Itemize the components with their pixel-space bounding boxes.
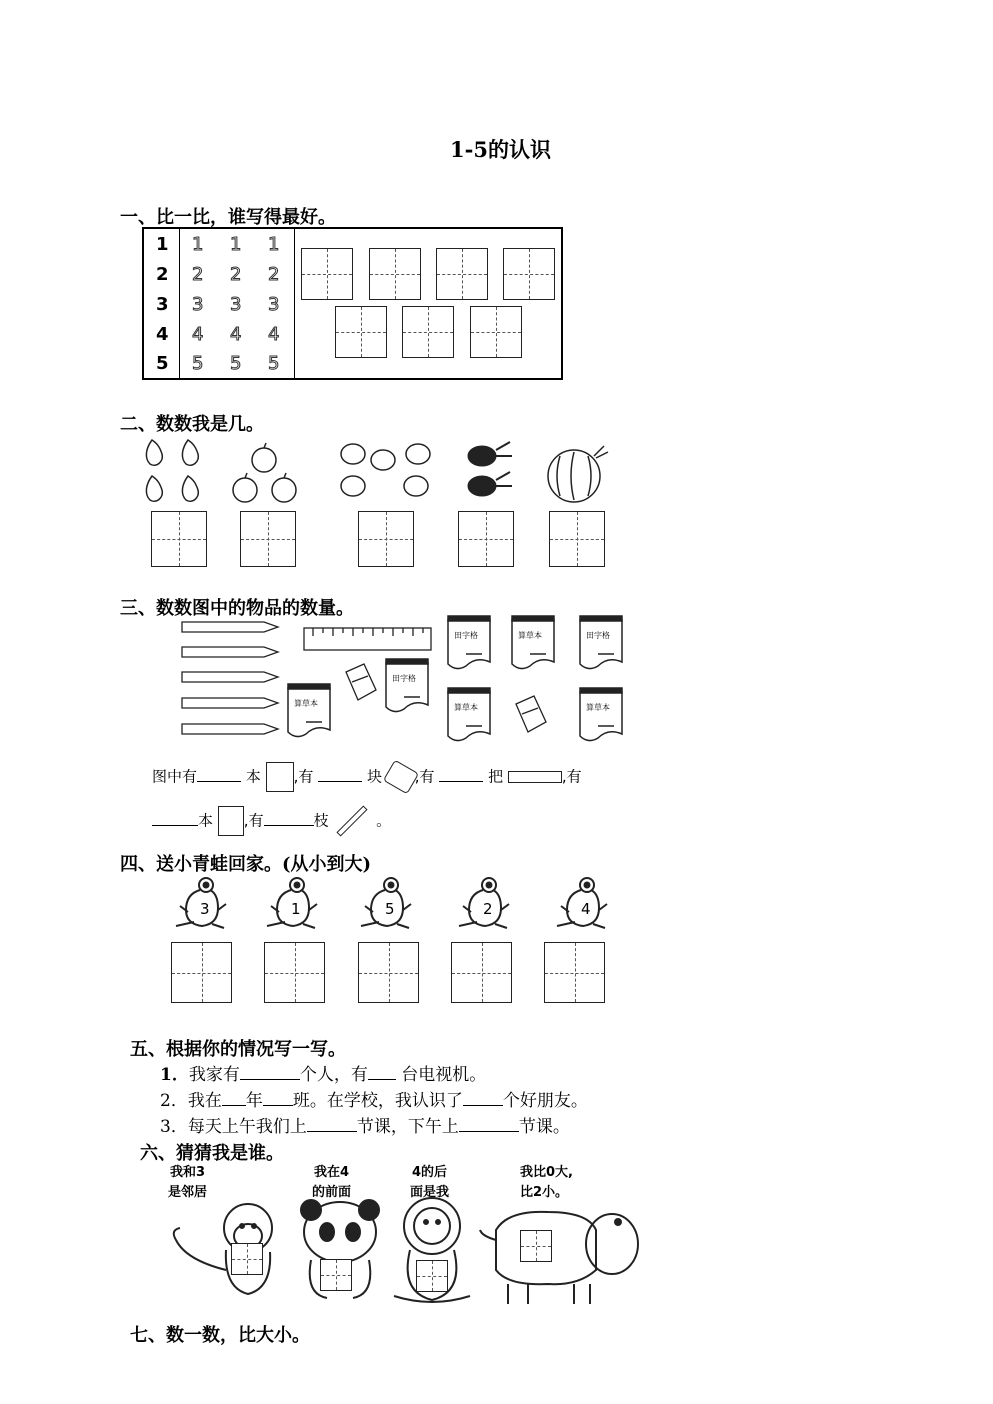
section-3-heading: 三、数数图中的物品的数量。 <box>120 598 354 619</box>
notebook-label: 田字格 <box>586 631 610 640</box>
frog-number: 3 <box>200 900 210 918</box>
notebook-illustration <box>578 614 626 672</box>
trace-digit: 5 <box>268 353 280 374</box>
answer-box[interactable] <box>231 1243 263 1275</box>
frog-1 <box>263 876 319 932</box>
frog-number: 4 <box>581 900 591 918</box>
trace-digit: 1 <box>230 234 242 255</box>
page-title: 1-5的认识 <box>450 137 551 162</box>
monkey-illustration <box>166 1200 290 1300</box>
count-sentence-1: 图中有 本 ,有 块 ,有 把 ,有 <box>152 762 582 792</box>
clue-hippo: 我比0大, 比2小。 <box>520 1165 573 1200</box>
section-5-heading: 五、根据你的情况写一写。 <box>130 1039 346 1060</box>
hippo-illustration <box>478 1200 640 1306</box>
ruler-illustration <box>303 627 433 653</box>
notebook-illustration <box>446 614 494 672</box>
trace-digit: 2 <box>192 264 204 285</box>
answer-box[interactable] <box>240 511 296 567</box>
eraser-icon <box>383 760 419 795</box>
answer-blank[interactable] <box>318 767 362 782</box>
pencil-icon <box>337 805 368 836</box>
notebook-icon <box>218 806 244 836</box>
frog-3 <box>172 876 228 932</box>
frog-number: 5 <box>385 900 395 918</box>
answer-box[interactable] <box>458 511 514 567</box>
fill-item-1: 1．我家有 个人，有 台电视机。 <box>160 1065 487 1085</box>
notebook-illustration <box>446 686 494 744</box>
digit-label: 4 <box>156 324 169 345</box>
answer-box[interactable] <box>451 942 512 1003</box>
trace-digit: 4 <box>268 324 280 345</box>
writing-grid-box[interactable] <box>402 306 454 358</box>
trace-digit: 4 <box>192 324 204 345</box>
notebook-illustration <box>578 686 626 744</box>
trace-digit: 3 <box>192 294 204 315</box>
writing-grid-box[interactable] <box>470 306 522 358</box>
clue-lion: 4的后 面是我 <box>410 1165 450 1200</box>
section-2-heading: 二、数数我是几。 <box>120 414 264 435</box>
notebook-label: 田字格 <box>392 674 416 683</box>
writing-grid-box[interactable] <box>335 306 387 358</box>
notebook-label: 算草本 <box>454 703 478 712</box>
digit-label: 3 <box>156 294 169 315</box>
eraser-illustration <box>342 662 378 702</box>
answer-box[interactable] <box>320 1259 352 1291</box>
peaches-illustration <box>338 442 438 502</box>
digit-label: 1 <box>156 234 169 255</box>
digit-label: 5 <box>156 353 169 374</box>
frog-4 <box>553 876 609 932</box>
eraser-illustration <box>512 694 548 734</box>
answer-box[interactable] <box>151 511 207 567</box>
watermelon-illustration <box>544 444 614 504</box>
pineapples-illustration <box>462 438 518 500</box>
answer-box[interactable] <box>358 511 414 567</box>
notebook-illustration <box>510 614 558 672</box>
answer-blank[interactable] <box>197 767 241 782</box>
fill-item-3: 3．每天上午我们上 节课，下午上 节课。 <box>160 1117 570 1137</box>
answer-blank[interactable] <box>439 767 483 782</box>
answer-box[interactable] <box>358 942 419 1003</box>
section-4-heading: 四、送小青蛙回家。(从小到大) <box>120 854 372 875</box>
notebook-label: 算草本 <box>518 631 542 640</box>
trace-digit: 3 <box>268 294 280 315</box>
trace-digit: 1 <box>192 234 204 255</box>
frog-number: 2 <box>483 900 493 918</box>
notebook-label: 算草本 <box>586 703 610 712</box>
clue-monkey: 我和3 是邻居 <box>168 1165 208 1200</box>
answer-blank[interactable] <box>264 811 314 826</box>
writing-grid-box[interactable] <box>436 248 488 300</box>
answer-blank[interactable] <box>222 1091 246 1106</box>
section-1-heading: 一、比一比，谁写得最好。 <box>120 207 336 228</box>
fill-item-2: 2．我在 年 班。在学校，我认识了 个好朋友。 <box>160 1091 588 1111</box>
digit-label: 2 <box>156 264 169 285</box>
answer-box[interactable] <box>549 511 605 567</box>
clue-panda: 我在4 的前面 <box>312 1165 352 1200</box>
ruler-icon <box>508 771 562 783</box>
writing-grid-box[interactable] <box>301 248 353 300</box>
section-6-heading: 六、猜猜我是谁。 <box>140 1143 284 1164</box>
answer-blank[interactable] <box>307 1117 357 1132</box>
answer-blank[interactable] <box>463 1091 503 1106</box>
answer-box[interactable] <box>264 942 325 1003</box>
frog-number: 1 <box>291 900 301 918</box>
trace-digit: 5 <box>230 353 242 374</box>
trace-digit: 2 <box>230 264 242 285</box>
apples-illustration <box>232 446 302 506</box>
notebook-illustration <box>286 682 334 740</box>
frog-5 <box>357 876 413 932</box>
answer-blank[interactable] <box>240 1065 300 1080</box>
section-7-heading: 七、数一数，比大小。 <box>130 1325 310 1346</box>
trace-digit: 4 <box>230 324 242 345</box>
trace-digit: 5 <box>192 353 204 374</box>
frog-2 <box>455 876 511 932</box>
writing-grid-box[interactable] <box>369 248 421 300</box>
notebook-label: 田字格 <box>454 631 478 640</box>
notebook-icon <box>266 762 294 792</box>
count-sentence-2: 本 ,有 枝 。 <box>152 806 391 836</box>
trace-digit: 2 <box>268 264 280 285</box>
answer-blank[interactable] <box>263 1091 293 1106</box>
pencils-illustration <box>180 618 282 738</box>
answer-box[interactable] <box>520 1230 552 1262</box>
answer-blank[interactable] <box>459 1117 519 1132</box>
pears-illustration <box>140 436 220 502</box>
trace-digit: 3 <box>230 294 242 315</box>
notebook-label: 算草本 <box>294 699 318 708</box>
writing-grid-box[interactable] <box>503 248 555 300</box>
answer-blank[interactable] <box>152 811 198 826</box>
answer-box[interactable] <box>171 942 232 1003</box>
trace-digit: 1 <box>268 234 280 255</box>
notebook-illustration <box>384 657 432 715</box>
answer-box[interactable] <box>544 942 605 1003</box>
answer-blank[interactable] <box>368 1065 396 1080</box>
answer-box[interactable] <box>416 1260 448 1292</box>
